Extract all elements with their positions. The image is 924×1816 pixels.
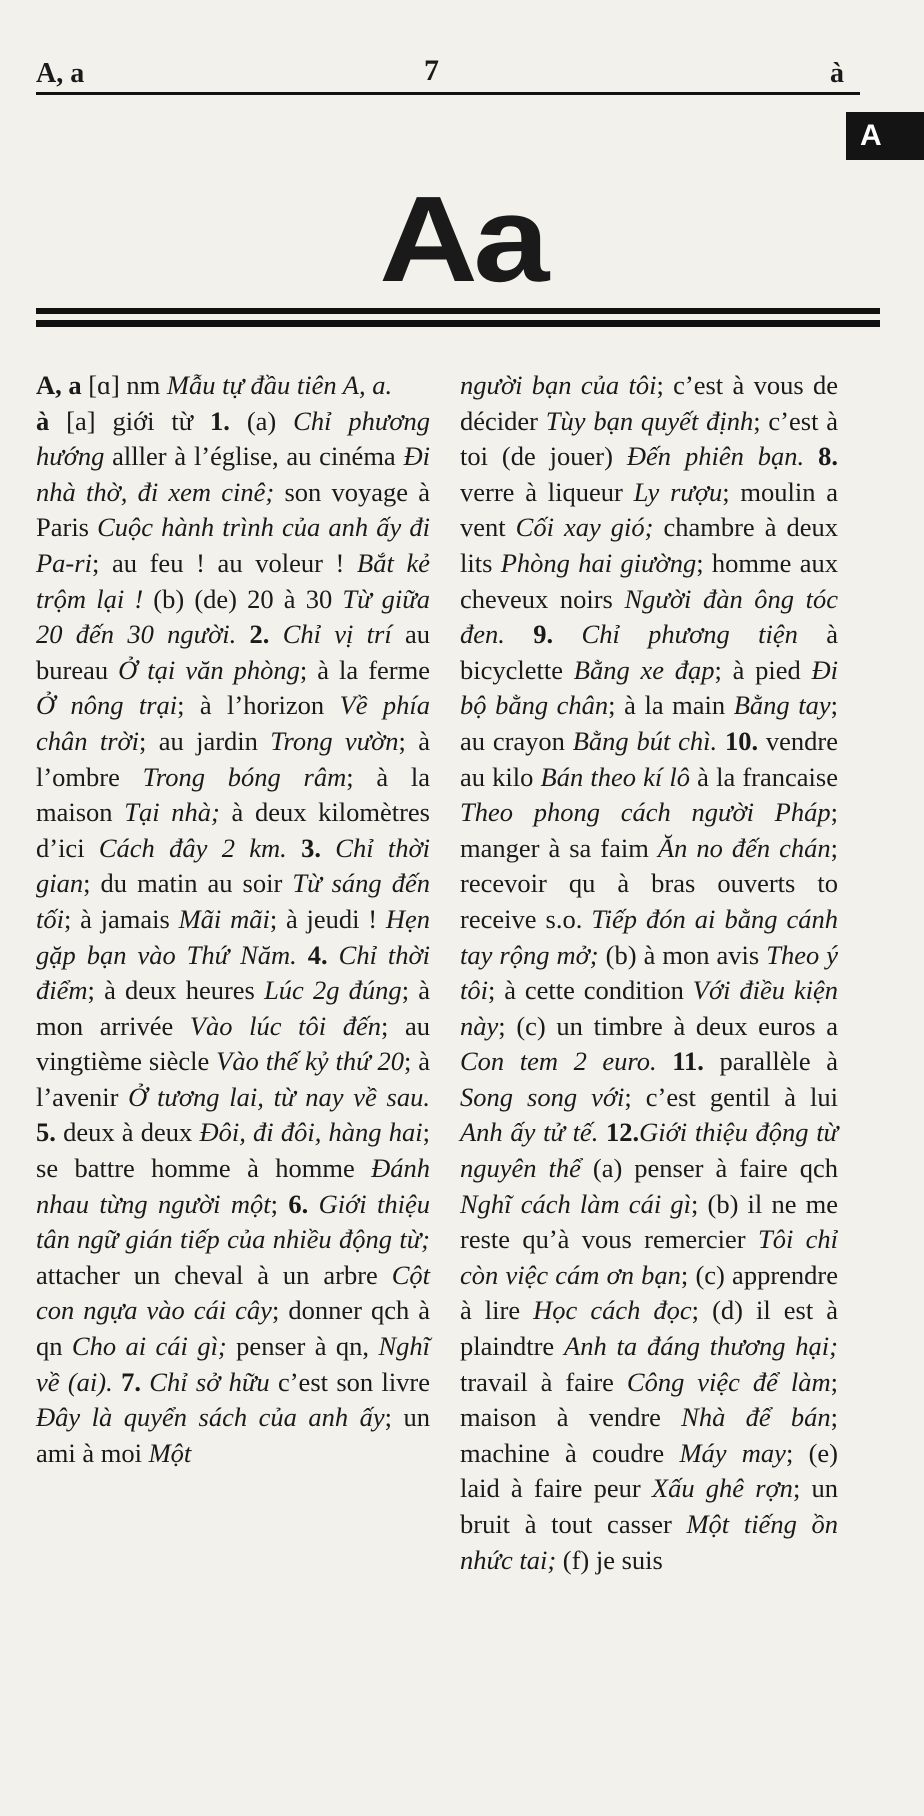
page-number: 7 xyxy=(424,54,439,87)
vietnamese-gloss: người bạn của tôi xyxy=(460,370,657,400)
entry-headword: 9. xyxy=(533,619,554,650)
dictionary-entry xyxy=(36,404,430,1472)
french-text: travail à faire xyxy=(460,1366,627,1397)
french-text: ; (b) il ne me reste qu’à vous remercier xyxy=(460,1188,838,1255)
vietnamese-gloss: Chỉ thời gian xyxy=(36,832,430,899)
vietnamese-gloss: Chỉ thời điểm xyxy=(36,939,431,1006)
vietnamese-gloss: Vào thế kỷ thứ 20 xyxy=(216,1046,404,1077)
vietnamese-gloss: Song song với xyxy=(460,1081,625,1112)
vietnamese-gloss: Công việc để làm xyxy=(626,1366,831,1397)
vietnamese-gloss: Trong bóng râm xyxy=(142,761,347,792)
french-text: ; se battre homme à homme xyxy=(36,1117,430,1184)
french-text: ; au feu ! au voleur ! xyxy=(91,547,358,578)
vietnamese-gloss: Người đàn ông tóc đen. xyxy=(460,583,838,650)
french-text: chambre à deux lits xyxy=(460,512,839,578)
vietnamese-gloss: Ở tại văn phòng xyxy=(118,654,300,685)
vietnamese-gloss: Bằng bút chì. xyxy=(572,725,718,756)
french-text xyxy=(236,619,249,649)
vietnamese-gloss: Đây là quyển sách của anh ấy xyxy=(36,1402,385,1433)
french-text: à la francaise xyxy=(690,761,838,792)
vietnamese-gloss: Lúc 2g đúng xyxy=(264,975,402,1006)
french-text: alller à l’église, au cinéma xyxy=(104,441,404,472)
vietnamese-gloss: Bằng xe đạp xyxy=(573,654,715,685)
vietnamese-gloss: Cối xay gió; xyxy=(515,512,654,543)
dictionary-entry xyxy=(36,368,430,404)
vietnamese-gloss: Một tiếng ồn nhức tai; xyxy=(460,1509,838,1575)
vietnamese-gloss: Phòng hai giường xyxy=(500,547,697,578)
vietnamese-gloss: Vào lúc tôi đến xyxy=(189,1010,381,1041)
french-text: ; machine à coudre xyxy=(460,1402,838,1468)
vietnamese-gloss: Xấu ghê rợn xyxy=(651,1473,793,1504)
vietnamese-gloss: Nghĩ về (ai). xyxy=(36,1331,431,1397)
running-header xyxy=(36,50,884,90)
header-rule xyxy=(36,92,860,95)
entry-headword: 11. xyxy=(672,1046,704,1077)
vietnamese-gloss: Ly rượu xyxy=(633,476,723,507)
french-text: à bicyclette xyxy=(460,619,839,685)
vietnamese-gloss: Tại nhà; xyxy=(124,797,220,828)
vietnamese-gloss: Tiếp đón ai bằng cánh tay rộng mở; xyxy=(460,903,838,970)
french-text: ; homme aux cheveux noirs xyxy=(460,547,838,614)
french-text: ; à l’ombre xyxy=(36,725,431,792)
vietnamese-gloss: Đi nhà thờ, đi xem cinê; xyxy=(36,441,430,507)
left-column xyxy=(36,368,430,1471)
entry-headword: 6. xyxy=(288,1188,309,1219)
vietnamese-gloss: Bằng tay xyxy=(733,690,831,721)
vietnamese-gloss: Nhà để bán xyxy=(681,1402,831,1433)
vietnamese-gloss: Một xyxy=(148,1437,192,1468)
vietnamese-gloss: Ở tương lai, từ nay về sau. xyxy=(128,1081,430,1112)
vietnamese-gloss: Ăn no đến chán xyxy=(657,832,831,863)
french-text: ; (e) laid à faire peur xyxy=(460,1437,838,1504)
vietnamese-gloss: Nghĩ cách làm cái gì xyxy=(460,1188,691,1219)
vietnamese-gloss: Học cách đọc xyxy=(533,1295,692,1326)
vietnamese-gloss: Đến phiên bạn. xyxy=(626,441,805,472)
right-column xyxy=(460,368,838,1578)
vietnamese-gloss: Anh ta đáng thương hại; xyxy=(564,1331,838,1362)
entry-headword: 2. xyxy=(249,619,270,650)
vietnamese-gloss: Giới thiệu động từ nguyên thể xyxy=(460,1117,839,1184)
entry-headword: à xyxy=(36,405,50,436)
vietnamese-gloss: Mẫu tự đầu tiên A, a. xyxy=(166,370,393,400)
french-text: deux à deux xyxy=(55,1117,200,1148)
entry-headword: A, a xyxy=(36,370,82,400)
french-text: ; à la maison xyxy=(36,761,431,828)
french-text: ; manger à sa faim xyxy=(460,797,838,863)
french-text: ; au crayon xyxy=(460,690,838,756)
french-text: ; (d) il est à plaindtre xyxy=(460,1295,839,1362)
french-text: ; à l’avenir xyxy=(36,1046,430,1112)
french-text xyxy=(269,619,282,649)
french-text: à deux kilomètres d’ici xyxy=(36,797,430,863)
entry-headword: 7. xyxy=(121,1366,141,1397)
vietnamese-gloss: Theo ý tôi xyxy=(460,939,839,1006)
french-text xyxy=(657,1046,673,1076)
vietnamese-gloss: Hẹn gặp bạn vào Thứ Năm. xyxy=(36,903,431,970)
french-text: verre à liqueur xyxy=(460,476,634,507)
french-text: [a] giới từ xyxy=(49,405,211,436)
vietnamese-gloss: Đánh nhau từng người một xyxy=(36,1153,430,1219)
french-text: ; à jeudi ! xyxy=(269,903,386,934)
french-text xyxy=(308,1189,318,1219)
french-text: attacher un cheval à un arbre xyxy=(36,1259,392,1290)
french-text: ; du matin au soir xyxy=(83,868,293,899)
french-text: penser à qn, xyxy=(226,1331,379,1362)
french-text: vendre au kilo xyxy=(460,725,838,792)
french-text: (b) à mon avis xyxy=(598,939,767,970)
french-text: son voyage à Paris xyxy=(36,476,430,543)
entry-headword: 4. xyxy=(307,939,328,970)
french-text: ; donner qch à qn xyxy=(36,1295,430,1362)
section-rule-thick xyxy=(36,320,880,327)
vietnamese-gloss: Với điều kiện này xyxy=(460,975,838,1041)
section-letter-title: Aa xyxy=(379,171,545,307)
french-text: ; (c) un timbre à deux euros a xyxy=(498,1010,838,1041)
french-text xyxy=(553,619,581,649)
entry-headword: 5. xyxy=(36,1117,56,1148)
dictionary-entry xyxy=(460,368,838,1578)
french-text: ; un bruit à tout casser xyxy=(460,1473,838,1539)
french-text xyxy=(505,619,533,649)
thumb-index-tab: A xyxy=(846,112,924,160)
french-text: ; moulin a vent xyxy=(460,476,838,543)
section-rule-thin xyxy=(36,308,880,314)
french-text: ; à l’horizon xyxy=(177,690,340,721)
entry-headword: 3. xyxy=(301,832,321,863)
french-text: (f) je suis xyxy=(556,1544,663,1575)
french-text xyxy=(297,940,308,970)
vietnamese-gloss: Từ giữa 20 đến 30 người. xyxy=(36,583,430,650)
french-text: ; à deux heures xyxy=(87,975,265,1006)
left-guide-word: A, a xyxy=(36,58,85,89)
vietnamese-gloss: Đôi, đi đôi, hàng hai xyxy=(199,1117,423,1148)
vietnamese-gloss: Theo phong cách người Pháp xyxy=(460,797,831,828)
french-text: ; à la main xyxy=(608,690,734,721)
french-text: ; c’est à toi (de jouer) xyxy=(460,405,839,472)
vietnamese-gloss: Trong vườn xyxy=(270,725,399,756)
vietnamese-gloss: Chỉ vị trí xyxy=(282,619,392,650)
french-text: ; maison à vendre xyxy=(460,1366,838,1433)
french-text: ; c’est gentil à lui xyxy=(624,1081,838,1112)
vietnamese-gloss: Tôi chỉ còn việc cám ơn bạn xyxy=(460,1224,838,1290)
french-text xyxy=(598,1117,606,1147)
french-text: (a) penser à faire qch xyxy=(580,1153,838,1184)
french-text: [ɑ] nm xyxy=(81,370,167,400)
vietnamese-gloss: Cột con ngựa vào cái cây xyxy=(36,1259,430,1326)
french-text xyxy=(113,1367,121,1397)
french-text: ; au jardin xyxy=(139,725,271,756)
french-text: c’est son livre xyxy=(269,1366,431,1397)
french-text: (a) xyxy=(229,405,294,436)
french-text xyxy=(321,833,335,863)
french-text xyxy=(804,441,818,471)
vietnamese-gloss: Về phía chân trời xyxy=(36,690,430,756)
french-text: ; un ami à moi xyxy=(36,1402,430,1468)
vietnamese-gloss: Chỉ phương hướng xyxy=(36,405,430,472)
french-text xyxy=(287,833,301,863)
french-text: parallèle à xyxy=(703,1046,838,1077)
vietnamese-gloss: Máy may xyxy=(679,1437,786,1468)
french-text: ; (c) apprendre à lire xyxy=(460,1259,838,1326)
vietnamese-gloss: Cuộc hành trình của anh ấy đi Pa-ri xyxy=(36,512,430,578)
vietnamese-gloss: Đi bộ bằng chân xyxy=(460,654,839,721)
french-text: ; xyxy=(270,1188,289,1219)
vietnamese-gloss: Bán theo kí lô xyxy=(540,761,691,792)
right-guide-word: à xyxy=(830,58,844,89)
vietnamese-gloss: Ở nông trại xyxy=(36,690,178,721)
french-text: (b) (de) 20 à 30 xyxy=(143,583,343,614)
french-text: ; à mon arrivée xyxy=(36,975,430,1041)
french-text xyxy=(717,726,725,756)
vietnamese-gloss: Tùy bạn quyết định xyxy=(545,405,754,436)
french-text: ; au vingtième siècle xyxy=(36,1010,430,1077)
entry-headword: 10. xyxy=(724,725,759,756)
vietnamese-gloss: Con tem 2 euro. xyxy=(460,1046,657,1077)
entry-headword: 12. xyxy=(606,1117,640,1148)
french-text: ; à pied xyxy=(714,654,812,685)
vietnamese-gloss: Chỉ sở hữu xyxy=(149,1366,270,1397)
vietnamese-gloss: Cho ai cái gì; xyxy=(71,1331,227,1362)
entry-headword: 1. xyxy=(210,405,230,436)
french-text: au bureau xyxy=(36,619,431,685)
french-text: ; c’est à vous de décider xyxy=(460,370,838,436)
french-text: ; à la ferme xyxy=(299,654,430,685)
french-text: ; à cette condition xyxy=(487,975,693,1006)
vietnamese-gloss: Anh ấy tử tế. xyxy=(460,1117,599,1148)
vietnamese-gloss: Từ sáng đến tối xyxy=(36,868,430,934)
vietnamese-gloss: Mãi mãi xyxy=(178,903,270,934)
vietnamese-gloss: Bắt kẻ trộm lại ! xyxy=(36,547,430,614)
vietnamese-gloss: Giới thiệu tân ngữ gián tiếp của nhiều động từ; xyxy=(36,1188,430,1255)
french-text xyxy=(328,940,339,970)
vietnamese-gloss: Chỉ phương tiện xyxy=(581,619,798,650)
french-text: ; à jamais xyxy=(63,903,179,934)
entry-headword: 8. xyxy=(818,441,838,472)
french-text: ; recevoir qu à bras ouverts to receive s.o. xyxy=(460,832,838,934)
vietnamese-gloss: Cách đây 2 km. xyxy=(98,832,287,863)
